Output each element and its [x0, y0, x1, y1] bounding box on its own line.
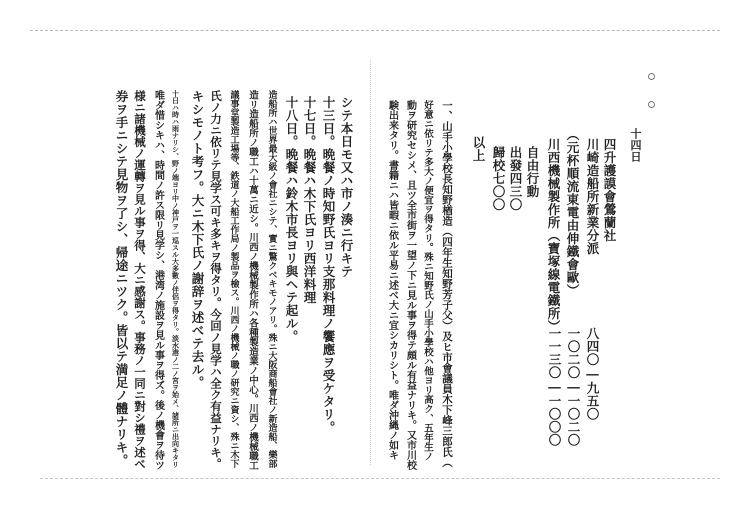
entry-company-3: （元杯順流東電由伸鐵會歐）: [565, 128, 580, 297]
binding-hole-2: [648, 101, 655, 108]
entry-end: 以上: [471, 136, 486, 162]
narrative-line-16: 様ニ諸機械ノ運轉ヲ見ル事ヲ得、大ニ感謝ス。事務ノ一同ニ對シ禮ヲ述べ: [133, 90, 147, 470]
narrative-line-13: キシモノト考フ。大ニ木下氏ノ謝辞ヲ述べテ去ル。: [190, 90, 205, 389]
binding-hole-1: [648, 73, 655, 80]
entry-departure: 出發四三〇: [508, 146, 523, 211]
page-bottom-edge: [40, 478, 720, 480]
narrative-line-14: 十日ハ時ハ雨ナリシ、野ノ端ヨリ中ノ神戸ヲ一巡スル大多數ノ伴侶ヲ得タリ。淡水港ノ二ノ宮ヲ始メ、諸所ニ出向キタリ: [171, 90, 181, 468]
narrative-line-15: 唯ダ惜シキハ、時間ノ許ス限リ見学シ、港湾ノ施設ヲ見ル事ヲ得ズ。後ノ機會ヲ待ツ: [152, 90, 164, 470]
narrative-line-17: 券ヲ手ニシテ見物ヲ了シ、帰途ニツク。皆以テ満足ノ體ナリキ。: [114, 90, 129, 467]
page-label: 十四日: [629, 128, 642, 163]
narrative-line-12: 氏ノ力ニ依リテ見学ス可キ多キヲ得タリ。今回ノ見学ハ全ク有益ナリキ。: [209, 90, 223, 470]
entry-return: 歸校七〇〇: [491, 146, 506, 211]
entry-company-2: 川崎造船所新業分派: [585, 138, 600, 255]
page-top-edge: [30, 30, 720, 32]
entry-company-1: 四升護謨會鶯蘭社: [602, 138, 617, 242]
entry-time-3: 一〇二〇―一〇二〇: [566, 327, 581, 447]
narrative-line-6: 十三日。晩餐ノ時知野氏ヨリ支那料理ノ饗應ヲ受ケタリ。: [321, 96, 336, 434]
page-fold-line: [370, 60, 372, 465]
narrative-line-4: 験出来タリ。書籍ニハ皆暇ニ依ル平易ニ述べ大ニ宜シカリシト。唯ダ沖縄ノ如キ: [386, 100, 398, 460]
entry-company-4: 川西機械製作所（寶塚線電鐵所）: [546, 138, 561, 333]
narrative-line-2: 好意ニ依リテ多大ノ便宜ヲ得タリ。殊ニ知野氏ノ山手小學校ハ他ヨリ高ク、五年生ノ: [422, 100, 433, 461]
entry-free-action: 自由行動: [525, 146, 540, 198]
narrative-line-10: 造リ造船所ノ職工ハ十萬ニ近シ。川西ノ機械製作所ハ各種製造業ノ中心。川西ノ機械職工: [247, 90, 258, 470]
narrative-line-7: 十七日。晩餐ハ木下氏ヨリ西洋料理: [302, 96, 317, 304]
narrative-line-5: シテ本日モ又ハ市ノ湊ニ行キテ: [339, 96, 354, 278]
narrative-line-9: 造船所ハ世界最大級ノ會社ニシテ、實ニ驚クベキモノアリ。殊ニ大阪商船會社ノ新造船、樂部: [266, 90, 277, 468]
narrative-line-8: 十八日。晩餐ハ鈴木市長ヨリ與ヘテ起ル。: [284, 96, 299, 343]
entry-time-4: 一一三〇―一〇〇〇: [547, 327, 562, 447]
narrative-line-11: 議事堂製造工場等、鉄道ノ大船工作局ノ製品ヲ檢ス。川西ノ機械ノ職ノ研究ニ資シ、殊ニ木下: [228, 90, 239, 468]
narrative-line-3: 動ヲ研究セシメ、且ツ全市街ヲ一望ノ下ニ見ル事ヲ得テ頗ル有益ナリキ。又市川校: [404, 100, 416, 470]
narrative-line-1: 一、山手小學校長知野楢造（四年生知野芳子父）及ヒ市會議員木下峰三郎氏（: [441, 100, 453, 468]
entry-time-2: 八四〇―九五〇: [585, 327, 600, 421]
